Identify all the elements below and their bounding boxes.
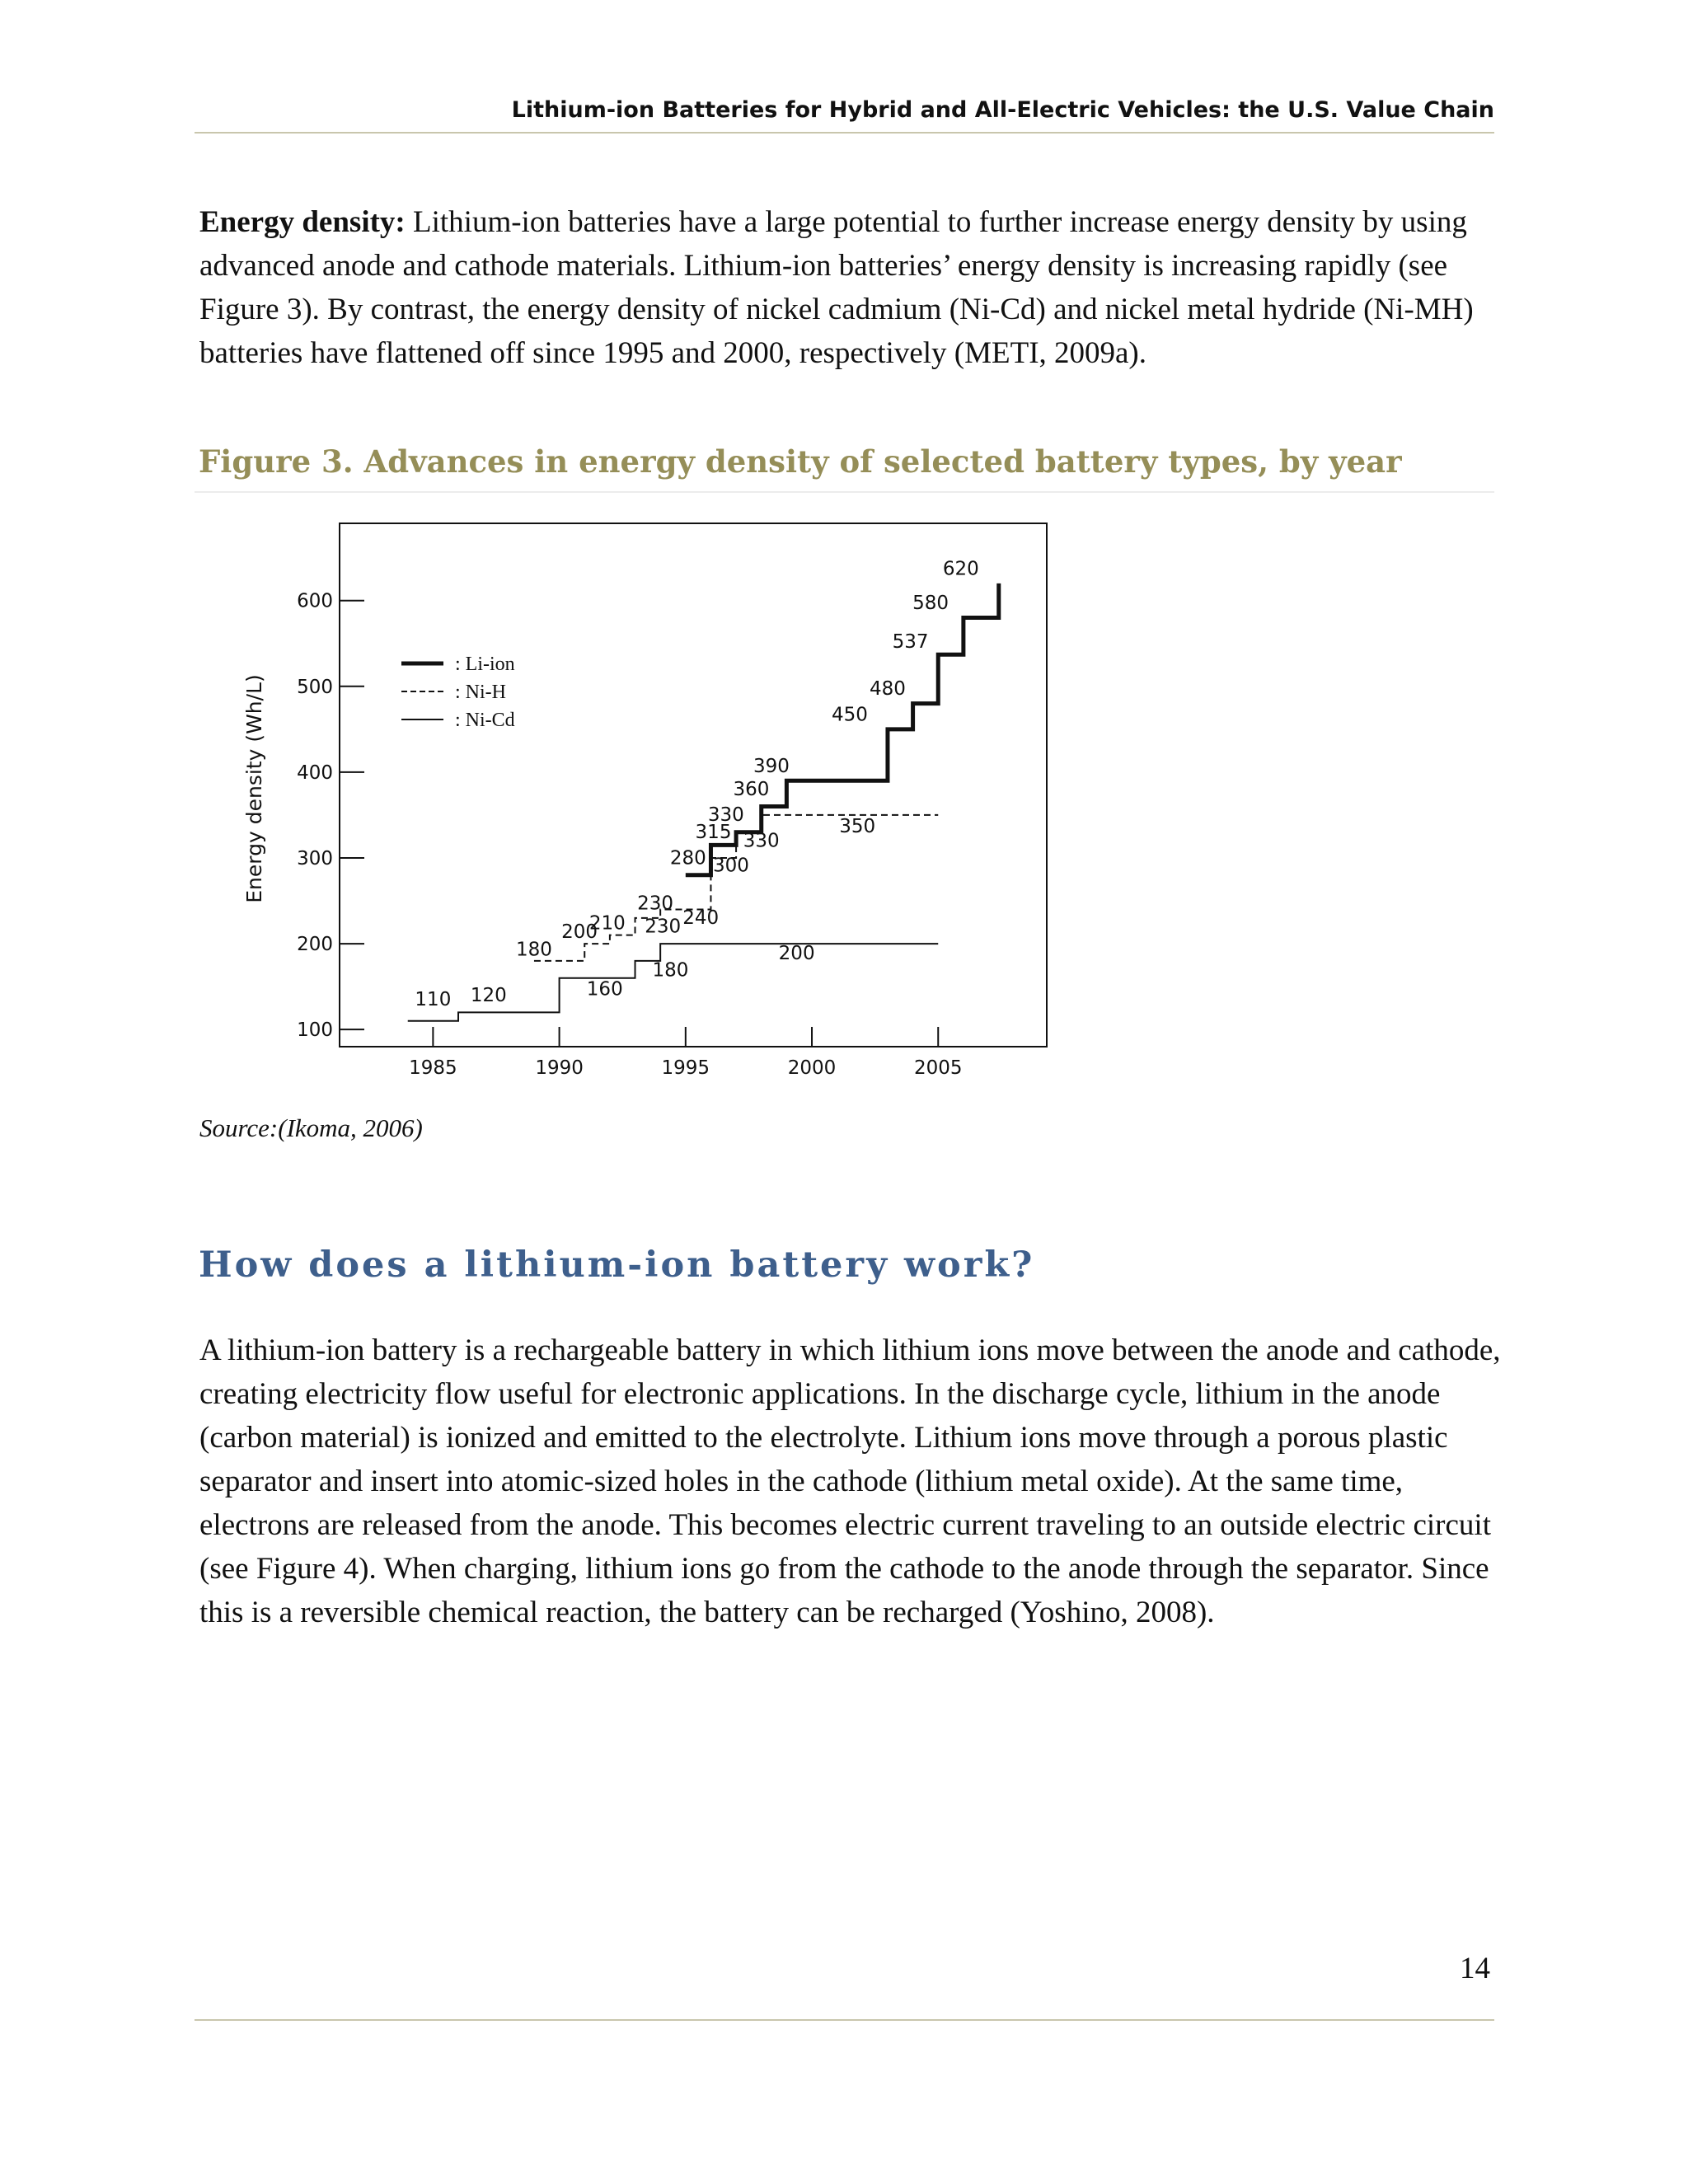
data-label: 110 <box>415 989 452 1011</box>
data-label: 180 <box>515 939 552 961</box>
data-label: 210 <box>588 912 626 935</box>
data-label: 315 <box>695 822 732 844</box>
data-label: 300 <box>713 855 749 877</box>
data-label: 390 <box>753 755 790 777</box>
chart-legend <box>401 654 515 731</box>
running-header: Lithium-ion Batteries for Hybrid and All-Electric Vehicles: the U.S. Value Chain <box>511 97 1494 123</box>
series-line-ni-cd <box>408 944 939 1021</box>
y-axis-label: Energy density (Wh/L) <box>242 674 266 903</box>
figure-source: Source:(Ikoma, 2006) <box>199 1113 423 1142</box>
data-label: 450 <box>832 704 868 726</box>
data-label: 240 <box>682 907 720 930</box>
data-labels <box>415 558 978 1010</box>
legend-label: : Li-ion <box>455 654 515 675</box>
data-label: 230 <box>637 893 673 915</box>
data-label: 580 <box>912 593 949 615</box>
energy-density-chart <box>223 507 1063 1100</box>
y-tick-label: 400 <box>297 762 333 784</box>
y-tick-label: 200 <box>297 934 333 956</box>
x-tick-label: 2000 <box>787 1057 837 1079</box>
energy-density-paragraph <box>199 200 1502 375</box>
legend-label: : Ni-H <box>455 682 506 703</box>
energy-density-label: Energy density: <box>199 205 406 239</box>
data-label: 200 <box>561 921 598 943</box>
footer-rule <box>195 2019 1494 2021</box>
data-label: 120 <box>470 984 507 1006</box>
x-tick-label: 1990 <box>535 1057 584 1079</box>
data-label: 280 <box>669 847 706 869</box>
data-label: 180 <box>652 959 689 982</box>
y-tick-label: 500 <box>297 676 333 698</box>
data-label: 200 <box>778 942 815 964</box>
section-paragraph: A lithium-ion battery is a rechargeable battery in which lithium ions move between the anode and cathode, creating electricity flow useful for electronic applications. In the discharge cycle, lithium in the anode (carbon material) is ionized and emitted to the electrolyte. Lithium ions move through a porous plastic separator and insert into atomic-sized holes in the cathode (lithium metal oxide). At the same time, electrons are released from the anode. This becomes electric current traveling to an outside electric circuit (see Figure 4). When charging, lithium ions go from the cathode to the anode through the separator. Since this is a reversible chemical reaction, the battery can be recharged (Yoshino, 2008). <box>199 1333 1501 1629</box>
data-label: 480 <box>869 678 906 701</box>
data-label: 360 <box>733 778 770 800</box>
x-tick-label: 1985 <box>409 1057 457 1079</box>
x-tick-label: 1995 <box>661 1057 710 1079</box>
caption-rule <box>195 491 1494 493</box>
y-tick-label: 600 <box>297 590 333 612</box>
energy-density-text: Lithium-ion batteries have a large potential to further increase energy density by using advanced anode and cathode materials. Lithium-ion batteries’ energy density is increasing rapidly (see Figure 3). By contrast, the energy density of nickel cadmium (Ni-Cd) and nickel metal hydride (Ni-MH) batteries have flattened off since 1995 and 2000, respectively (METI, 2009a). <box>199 205 1474 370</box>
data-label: 330 <box>743 830 780 852</box>
header-rule <box>195 132 1494 134</box>
data-label: 620 <box>942 558 979 580</box>
data-label: 230 <box>645 916 682 938</box>
figure-caption: Figure 3. Advances in energy density of selected battery types, by year <box>199 443 1402 480</box>
y-tick-label: 300 <box>297 847 333 869</box>
data-label: 537 <box>892 630 929 653</box>
data-label: 330 <box>707 804 744 827</box>
data-label: 160 <box>586 978 623 1001</box>
section-heading: How does a lithium-ion battery work? <box>199 1244 1035 1286</box>
legend-label: : Ni-Cd <box>455 710 515 731</box>
page-number: 14 <box>1460 1952 1490 1985</box>
y-tick-label: 100 <box>297 1019 333 1042</box>
x-tick-label: 2005 <box>913 1057 963 1079</box>
data-label: 350 <box>839 815 876 837</box>
